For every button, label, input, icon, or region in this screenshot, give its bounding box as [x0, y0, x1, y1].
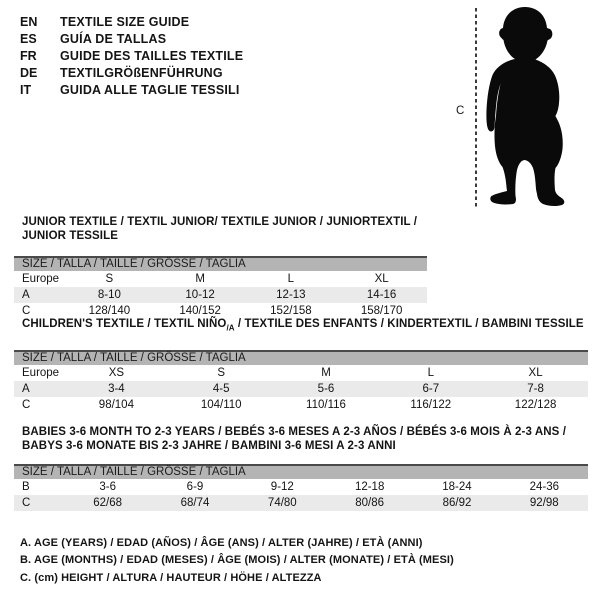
table-body: [14, 479, 588, 511]
language-title: TEXTILGRÖßENFÜHRUNG: [60, 65, 223, 80]
size-header-bar: SIZE / TALLA / TAILLE / GRÖSSE / TAGLIA: [14, 256, 427, 271]
table-row: [14, 397, 588, 413]
language-code: FR: [20, 48, 37, 63]
size-cell: 9-12: [270, 481, 294, 493]
size-cell: 12-13: [276, 289, 306, 301]
table-row: [14, 365, 588, 381]
size-cell: XL: [528, 367, 543, 380]
size-cell: M: [321, 367, 331, 380]
toddler-silhouette-icon: [483, 4, 573, 209]
table-body: [14, 271, 427, 319]
size-cell: 152/158: [270, 305, 312, 317]
section-title-line: [22, 439, 588, 453]
size-cell: 74/80: [267, 497, 297, 509]
size-cell: 80/86: [355, 497, 385, 509]
table-row: [14, 287, 427, 303]
title-text: JUNIOR TEXTILE / TEXTIL JUNIOR/ TEXTILE JUNIOR / JUNIORTEXTIL / JUNIOR TESSILE: [22, 216, 418, 242]
size-cell: 6-7: [422, 383, 440, 396]
row-label: Europe: [22, 273, 60, 285]
babies-size-table: [14, 464, 588, 511]
title-text: BABIES 3-6 MONTH TO 2-3 YEARS / BEBÉS 3-6 MESES A 2-3 AÑOS / BÉBÉS 3-6 MOIS À 2-3 ANS /: [22, 426, 566, 438]
section-title-line: [22, 425, 588, 439]
size-cell: 10-12: [185, 289, 215, 301]
language-list: [20, 13, 243, 98]
row-label: C: [22, 497, 31, 509]
row-label: A: [22, 289, 30, 301]
footnote-line: B. AGE (MONTHS) / EDAD (MESES) / ÂGE (MOIS) / ALTER (MONATE) / ETÀ (MESI): [20, 554, 454, 567]
size-cell: 158/170: [360, 305, 403, 317]
size-cell: 86/92: [442, 497, 472, 509]
size-cell: 92/98: [529, 497, 559, 509]
size-cell: 12-18: [354, 481, 385, 493]
language-title: GUIDE DES TAILLES TEXTILE: [60, 48, 244, 63]
section-title-line: [22, 215, 427, 243]
language-row: [20, 64, 243, 81]
size-cell: S: [105, 273, 114, 285]
size-cell: 104/110: [200, 399, 242, 412]
size-cell: 3-6: [99, 481, 116, 493]
children-section-title: [14, 317, 588, 335]
junior-section-title: [14, 215, 427, 243]
size-cell: 6-9: [186, 481, 204, 493]
row-label: C: [22, 305, 31, 317]
toddler-figure: [452, 4, 584, 216]
language-title: GUÍA DE TALLAS: [60, 31, 167, 46]
language-code: EN: [20, 14, 38, 29]
babies-textile-section: [14, 425, 588, 511]
title-text: / TEXTILE DES ENFANTS / KINDERTEXTIL / BAMBINI TESSILE: [234, 318, 584, 330]
junior-textile-section: [14, 215, 427, 319]
size-cell: XS: [108, 367, 125, 380]
row-label: Europe: [22, 367, 60, 380]
language-code: IT: [20, 82, 32, 97]
size-cell: 116/122: [410, 399, 452, 412]
size-cell: M: [195, 273, 205, 285]
size-cell: 68/74: [180, 497, 210, 509]
size-cell: S: [217, 367, 226, 380]
size-cell: XL: [374, 273, 389, 285]
size-cell: 4-5: [212, 383, 230, 396]
table-row: [14, 271, 427, 287]
children-textile-section: [14, 317, 588, 413]
row-label: C: [22, 399, 31, 412]
size-cell: 24-36: [529, 481, 560, 493]
language-row: [20, 13, 243, 30]
junior-size-table: [14, 256, 427, 319]
size-cell: 8-10: [97, 289, 121, 301]
height-measure-line: [475, 8, 477, 209]
children-size-table: [14, 350, 588, 413]
table-row: [14, 381, 588, 397]
size-cell: 7-8: [527, 383, 544, 396]
size-cell: L: [287, 273, 295, 285]
table-row: [14, 495, 588, 511]
title-text: BABYS 3-6 MONATE BIS 2-3 JAHRE / BAMBINI 3-6 MESI A 2-3 ANNI: [22, 440, 396, 452]
size-cell: 18-24: [442, 481, 472, 493]
size-header-bar: SIZE / TALLA / TAILLE / GRÖSSE / TAGLIA: [14, 464, 588, 479]
language-code: DE: [20, 65, 38, 80]
language-row: [20, 47, 243, 64]
language-title: GUIDA ALLE TAGLIE TESSILI: [60, 82, 240, 97]
babies-section-title: [14, 425, 588, 453]
section-title-line: [22, 317, 588, 335]
row-label: B: [22, 481, 30, 493]
size-cell: 98/104: [98, 399, 134, 412]
footnote-line: A. AGE (YEARS) / EDAD (AÑOS) / ÂGE (ANS) / ALTER (JAHRE) / ETÀ (ANNI): [20, 537, 423, 549]
language-code: ES: [20, 31, 37, 46]
title-text: CHILDREN'S TEXTILE / TEXTIL NIÑO: [22, 318, 227, 330]
language-title: TEXTILE SIZE GUIDE: [60, 14, 190, 29]
language-row: [20, 81, 243, 98]
size-cell: 14-16: [366, 289, 397, 301]
size-cell: 110/116: [306, 399, 346, 412]
height-c-label: C: [456, 105, 465, 117]
size-cell: 128/140: [88, 305, 131, 317]
row-label: A: [22, 383, 30, 396]
size-cell: 5-6: [317, 383, 335, 396]
size-header-bar: SIZE / TALLA / TAILLE / GRÖSSE / TAGLIA: [14, 350, 588, 365]
footnote-line: C. (cm) HEIGHT / ALTURA / HAUTEUR / HÖHE / ALTEZZA: [20, 571, 322, 584]
title-subscript: /A: [226, 323, 235, 333]
size-cell: 62/68: [93, 497, 123, 509]
size-cell: 122/128: [514, 399, 557, 412]
size-cell: 3-4: [108, 383, 125, 396]
size-cell: 140/152: [179, 305, 221, 317]
table-body: [14, 365, 588, 413]
footnotes: [20, 535, 454, 587]
language-row: [20, 30, 243, 47]
size-cell: L: [427, 367, 434, 380]
table-row: [14, 479, 588, 495]
